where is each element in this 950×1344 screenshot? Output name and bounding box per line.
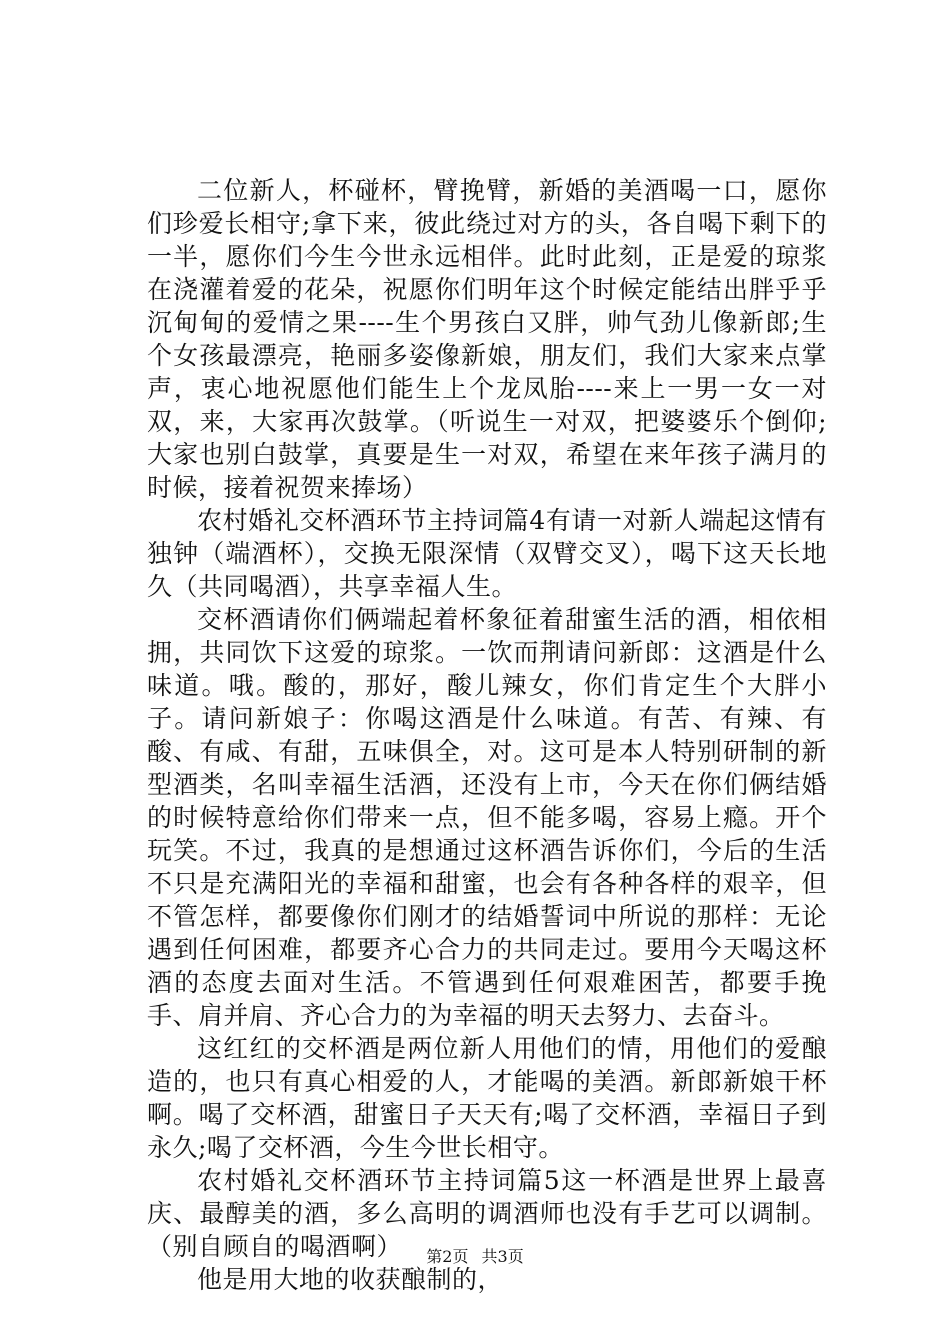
paragraph-6: 他是用大地的收获酿制的， <box>197 1265 504 1294</box>
paragraph-4: 这红红的交杯酒是两位新人用他们的情，用他们的爱酿造的，也只有真心相爱的人，才能喝的美酒。新郎新娘干杯啊。喝了交杯酒，甜蜜日子天天有;喝了交杯酒，幸福日子到永久;喝了交杯酒，今生今世长相守。 <box>147 1034 827 1162</box>
page-number: 第2页 <box>426 1247 469 1266</box>
document-body <box>147 174 827 1296</box>
paragraph-2: 农村婚礼交杯酒环节主持词篇4有请一对新人端起这情有独钟（端酒杯），交换无限深情（双臂交叉），喝下这天长地久（共同喝酒），共享幸福人生。 <box>147 506 827 601</box>
page-total: 共3页 <box>481 1247 524 1266</box>
page-footer <box>0 1244 950 1267</box>
paragraph-1: 二位新人，杯碰杯，臂挽臂，新婚的美酒喝一口，愿你们珍爱长相守;拿下来，彼此绕过对方的头，各自喝下剩下的一半，愿你们今生今世永远相伴。此时此刻，正是爱的琼浆在浇灌着爱的花朵，祝愿你们明年这个时候定能结出胖乎乎沉甸甸的爱情之果----生个男孩白又胖，帅气劲儿像新郎;生个女孩最漂亮，艳丽多姿像新娘，朋友们，我们大家来点掌声，衷心地祝愿他们能生上个龙凤胎----来上一男一女一对双，来，大家再次鼓掌。（听说生一对双，把婆婆乐个倒仰;大家也别白鼓掌，真要是生一对双，希望在来年孩子满月的时候，接着祝贺来捧场） <box>147 176 827 502</box>
paragraph-5: 农村婚礼交杯酒环节主持词篇5这一杯酒是世界上最喜庆、最醇美的酒，多么高明的调酒师也没有手艺可以调制。（别自顾自的喝酒啊） <box>147 1166 827 1261</box>
paragraph-3: 交杯酒请你们俩端起着杯象征着甜蜜生活的酒，相依相拥，共同饮下这爱的琼浆。一饮而荆请问新郎：这酒是什么味道。哦。酸的，那好，酸儿辣女，你们肯定生个大胖小子。请问新娘子：你喝这酒是什么味道。有苦、有辣、有酸、有咸、有甜，五味俱全，对。这可是本人特别研制的新型酒类，名叫幸福生活酒，还没有上市，今天在你们俩结婚的时候特意给你们带来一点，但不能多喝，容易上瘾。开个玩笑。不过，我真的是想通过这杯酒告诉你们，今后的生活不只是充满阳光的幸福和甜蜜，也会有各种各样的艰辛，但不管怎样，都要像你们刚才的结婚誓词中所说的那样：无论遇到任何困难，都要齐心合力的共同走过。要用今天喝这杯酒的态度去面对生活。不管遇到任何艰难困苦，都要手挽手、肩并肩、齐心合力的为幸福的明天去努力、去奋斗。 <box>147 605 827 1030</box>
